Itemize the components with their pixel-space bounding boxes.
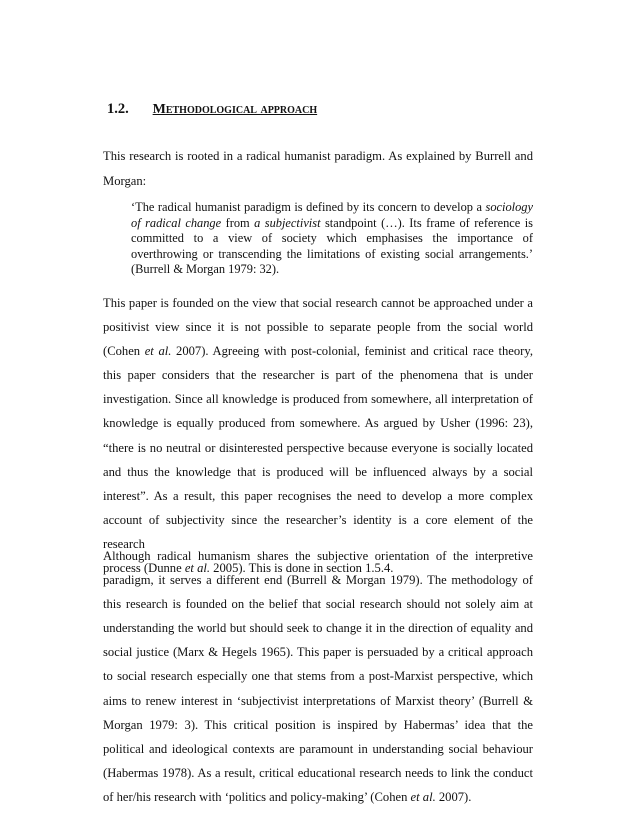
text-line: Morgan 1979: 3). This critical position is inspired by Habermas’ idea that the <box>103 717 533 732</box>
block-quote <box>131 200 533 278</box>
text-line: process (Dunne et al. 2005). This is done in section 1.5.4. <box>103 561 394 576</box>
text-line: understanding the world but should seek to change it in the direction of equality and <box>103 621 533 636</box>
text-line: knowledge is equally produced from somewhere. As argued by Usher (1996: 23), <box>103 416 533 431</box>
text-line: interest”. As a result, this paper recognises the need to develop a more complex <box>103 488 533 503</box>
text-line: committed to a view of society which emphasises the importance of <box>131 231 533 245</box>
text-line: investigation. Since all knowledge is produced from somewhere, all interpretation of <box>103 392 533 407</box>
text-line: paradigm, it serves a different end (Burrell & Morgan 1979). The methodology of <box>103 573 533 588</box>
text-line: of radical change from a subjectivist standpoint (…). Its frame of reference is <box>131 215 534 230</box>
text-line: this paper considers that the researcher is part of the phenomena that is under <box>103 368 533 383</box>
paragraph-line: Morgan: <box>103 173 147 188</box>
body-paragraph-positivism <box>103 291 533 580</box>
text-line: (Habermas 1978). As a result, critical educational research needs to link the conduct <box>103 765 533 780</box>
text-line: and thus the knowledge that is produced will be influenced always by a social <box>103 464 533 479</box>
paragraph-line: This research is rooted in a radical humanist paradigm. As explained by Burrell and <box>103 149 533 163</box>
intro-paragraph <box>103 144 533 193</box>
italic-text: sociology <box>485 200 533 214</box>
text-line: (Burrell & Morgan 1979: 32). <box>131 262 280 276</box>
section-number: 1.2. <box>107 101 129 117</box>
text-line: positivist view since it is not possible to separate people from the social world <box>103 320 533 335</box>
text-line: this research is founded on the belief that social research should not solely aim at <box>103 597 533 612</box>
text-line: of her/his research with ‘politics and policy-making’ (Cohen et al. 2007). <box>103 789 472 804</box>
text-line: aims to renew interest in ‘subjectivist interpretations of Marxist theory’ (Burrell & <box>103 693 533 708</box>
section-title: Methodological approach <box>152 102 318 117</box>
text-line: ‘The radical humanist paradigm is defined by its concern to develop a sociology <box>131 200 533 214</box>
text-line: social justice (Marx & Hegels 1965). This paper is persuaded by a critical approach <box>103 645 533 660</box>
italic-text: of radical change <box>131 215 222 230</box>
italic-text: a subjectivist <box>254 215 321 230</box>
italic-text: et al. <box>184 561 211 576</box>
body-paragraph-radical-humanism <box>103 544 533 809</box>
text-line: political and ideological contexts are paramount in understanding social behaviour <box>103 741 533 756</box>
text-line: overthrowing or transcending the limitations of existing social arrangements.’ <box>131 246 533 261</box>
text-line: This paper is founded on the view that social research cannot be approached under a <box>103 296 533 310</box>
text-line: to social research especially one that stems from a post-Marxist perspective, which <box>103 669 533 684</box>
text-line: “there is no neutral or disinterested perspective because everyone is socially located <box>103 440 533 455</box>
text-line: (Cohen et al. 2007). Agreeing with post-colonial, feminist and critical race theory, <box>103 344 533 359</box>
text-line: account of subjectivity since the researcher’s identity is a core element of the research <box>103 512 533 551</box>
text-line: Although radical humanism shares the subjective orientation of the interpretive <box>103 549 533 563</box>
section-heading <box>107 101 317 118</box>
italic-text: et al. <box>410 789 436 804</box>
italic-text: et al. <box>144 344 172 359</box>
